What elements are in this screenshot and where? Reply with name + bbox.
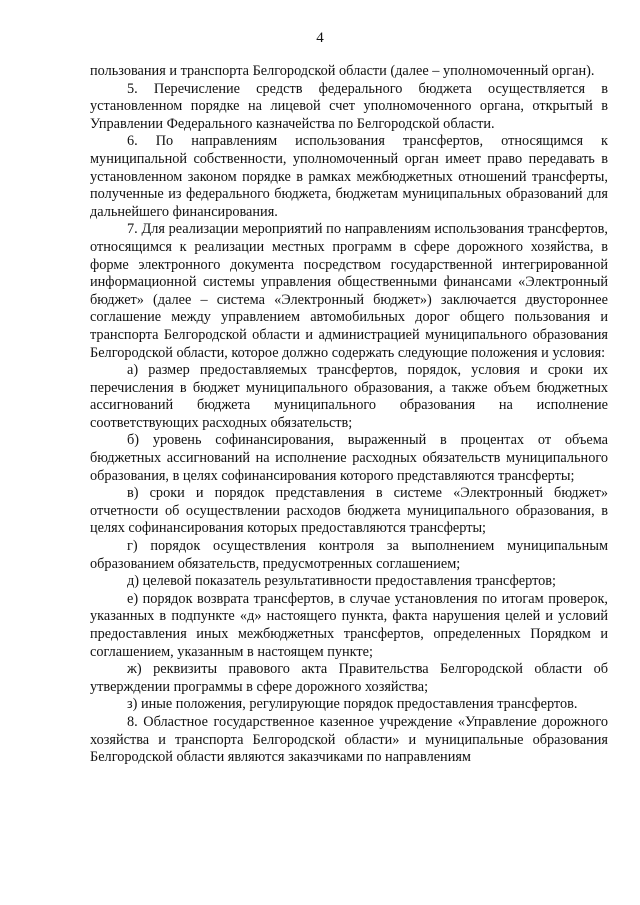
paragraph-7-b: б) уровень софинансирования, выраженный в процентах от объема бюджетных ассигнований на исполнение расходных обязательств муниципального образования, в целях софинансирования которого представляются трансферты; [90, 432, 608, 484]
paragraph-8: 8. Областное государственное казенное учреждение «Управление дорожного хозяйства и транспорта Белгородской области» и муниципальные образования Белгородской области являются заказчиками по направлениям [90, 713, 608, 766]
paragraph-7-g: г) порядок осуществления контроля за выполнением муниципальным образованием обязательств, предусмотренных соглашением; [90, 538, 608, 572]
page-number: 4 [316, 30, 324, 46]
paragraph-7-e: е) порядок возврата трансфертов, в случае установления по итогам проверок, указанных в подпункте «д» настоящего пункта, факта нарушения целей и условий предоставления иных межбюджетных трансфертов, определенных Порядком и соглашением, указанным в настоящем пункте; [90, 590, 608, 660]
document-body [90, 63, 608, 767]
paragraph-7-zh: ж) реквизиты правового акта Правительства Белгородской области об утверждении программы в сфере дорожного хозяйства; [90, 661, 608, 695]
paragraph-continuation: пользования и транспорта Белгородской области (далее – уполномоченный орган). [90, 63, 595, 79]
paragraph-5: 5. Перечисление средств федерального бюджета осуществляется в установленном порядке на лицевой счет уполномоченного органа, открытый в Управлении Федерального казначейства по Белгородской области. [90, 80, 608, 132]
paragraph-6: 6. По направлениям использования трансфертов, относящимся к муниципальной собственности, уполномоченный орган имеет право передавать в установленном законом порядке в рамках межбюджетных отношений трансферты, полученные из федерального бюджета, бюджетам муниципальных образований для дальнейшего финансирования. [90, 133, 608, 220]
paragraph-7-v: в) сроки и порядок представления в системе «Электронный бюджет» отчетности об осуществлении расходов бюджета муниципального образования, в целях софинансирования которых предоставляются трансферты; [90, 485, 608, 537]
paragraph-7-z: з) иные положения, регулирующие порядок предоставления трансфертов. [127, 696, 578, 713]
paragraph-7-a: а) размер предоставляемых трансфертов, порядок, условия и сроки их перечисления в бюджет муниципального образования, а также объем бюджетных ассигнований бюджета муниципального образования на исполнение соответствующих расходных обязательств; [90, 362, 608, 431]
paragraph-7-d: д) целевой показатель результативности предоставления трансфертов; [127, 573, 557, 590]
paragraph-7: 7. Для реализации мероприятий по направлениям использования трансфертов, относящимся к реализации местных программ в сфере дорожного хозяйства, в форме электронного документа посредством государственной интегрированной информационной системы управления общественными финансами «Электронный бюджет» (далее – система «Электронный бюджет») заключается двустороннее соглашение между управлением автомобильных дорог общего пользования и транспорта Белгородской области и администрацией муниципального образования Белгородской области, которое должно содержать следующие положения и условия: [90, 221, 608, 361]
